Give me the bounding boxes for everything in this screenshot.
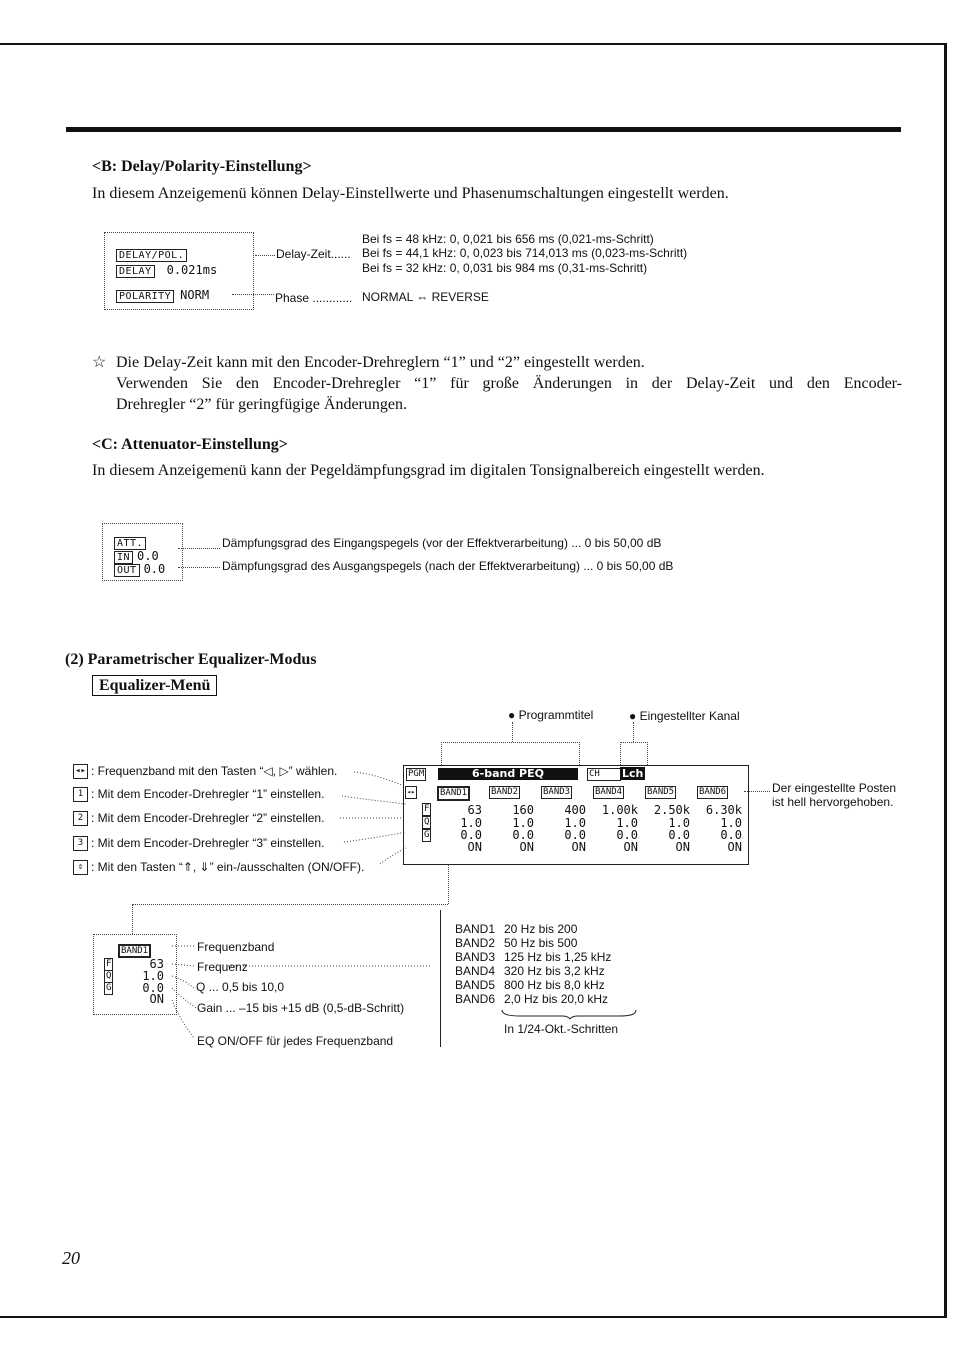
note-line-3: Drehregler “2” für geringfügige Änderungen.	[116, 396, 407, 413]
delay-value: 0.021ms	[166, 263, 218, 277]
program-title-bracket	[441, 742, 580, 765]
row-q-tag: Q	[424, 817, 430, 827]
pgm-tag: PGM	[408, 769, 425, 779]
row-g-tag: G	[424, 830, 430, 840]
detail-f-tag: F	[106, 959, 112, 969]
delay-time-label: Delay-Zeit......	[276, 247, 351, 261]
freq-2: 160	[512, 803, 534, 817]
delay-pol-tag: DELAY/POL.	[116, 249, 187, 262]
on-2: ON	[519, 840, 534, 854]
band-tab-6: BAND6	[699, 787, 727, 797]
up-down-key-icon: ⇕	[73, 860, 88, 875]
freq-6: 6.30k	[705, 803, 742, 817]
row-f-tag: F	[424, 804, 430, 814]
key-3-icon: 3	[73, 836, 88, 851]
detail-label-band: Frequenzband	[197, 940, 275, 954]
detail-g-tag: G	[106, 983, 112, 993]
out-leader	[178, 567, 220, 568]
key-lr-desc: : Frequenzband mit den Tasten “◁, ▷” wählen.	[91, 764, 338, 778]
detail-connector-v2	[132, 904, 133, 934]
range-bracket	[440, 910, 445, 1047]
program-title-label: ● Programmtitel	[508, 708, 594, 722]
out-tag: OUT	[114, 564, 140, 577]
band-tab-2: BAND2	[491, 787, 519, 797]
detail-label-freq: Frequenz	[197, 960, 248, 974]
key-2-icon: 2	[73, 811, 88, 826]
detail-connector-h	[132, 904, 448, 905]
q-2: 1.0	[512, 816, 534, 830]
in-value: 0.0	[137, 549, 159, 563]
polarity-value: NORM	[180, 288, 210, 302]
note-line-2: Verwenden Sie den Encoder-Drehregler “1” für große Änderungen in der Delay-Zeit und den Encoder-	[116, 375, 902, 392]
program-title-leader	[512, 722, 513, 742]
program-title-bar: 6-band PEQ	[438, 768, 578, 780]
section-c-intro: In diesem Anzeigemenü kann der Pegeldämpfungsgrad im digitalen Tonsignalbereich eingestellt werden.	[92, 462, 765, 479]
detail-connector-v1	[448, 864, 449, 904]
delay-tag: DELAY	[116, 265, 155, 278]
equalizer-menu-title: Equalizer-Menü	[92, 675, 217, 696]
range-brace	[500, 1008, 640, 1020]
key-2-row	[73, 811, 324, 826]
in-leader	[178, 548, 220, 549]
polarity-tag: POLARITY	[116, 290, 174, 303]
freq-5: 2.50k	[653, 803, 690, 817]
set-channel-leader	[633, 722, 634, 742]
note-line-1: Die Delay-Zeit kann mit den Encoder-Drehreglern “1” und “2” eingestellt werden.	[116, 354, 645, 371]
section-b-intro: In diesem Anzeigemenü können Delay-Einstellwerte und Phasenumschaltungen eingestellt werden.	[92, 185, 729, 202]
set-channel-label: ● Eingestellter Kanal	[629, 709, 740, 723]
detail-label-q: Q ... 0,5 bis 10,0	[196, 980, 285, 994]
gain-5: 0.0	[668, 828, 690, 842]
q-5: 1.0	[668, 816, 690, 830]
section-rule	[66, 127, 901, 132]
freq-1: 63	[467, 803, 482, 817]
range-row-4: BAND4 320 Hz bis 3,2 kHz	[455, 964, 605, 978]
band-tab-4: BAND4	[595, 787, 623, 797]
key-1-icon: 1	[73, 787, 88, 802]
att-tag: ATT.	[114, 537, 146, 550]
highlight-note-2: ist hell hervorgehoben.	[772, 795, 894, 809]
freq-3: 400	[564, 803, 586, 817]
freq-4: 1.00k	[601, 803, 638, 817]
detail-on-value: ON	[149, 992, 164, 1006]
fs441-range: Bei fs = 44,1 kHz: 0, 0,023 bis 714,013 ms (0,023-ms-Schritt)	[362, 246, 688, 260]
delay-leader	[255, 255, 275, 256]
band-tab-1: BAND1	[437, 786, 470, 801]
delay-lcd-delay-row	[116, 261, 217, 279]
range-row-6: BAND6 2,0 Hz bis 20,0 kHz	[455, 992, 609, 1006]
lr-key-icon-screen: ◂▸	[405, 786, 417, 799]
key-3-desc: : Mit dem Encoder-Drehregler “3” einstellen.	[91, 836, 325, 850]
key-2-desc: : Mit dem Encoder-Drehregler “2” einstellen.	[91, 811, 325, 825]
on-3: ON	[571, 840, 586, 854]
band-tab-3: BAND3	[543, 787, 571, 797]
q-4: 1.0	[616, 816, 638, 830]
detail-band-row	[118, 940, 151, 958]
range-row-3: BAND3 125 Hz bis 1,25 kHz	[455, 950, 612, 964]
fs48-range: Bei fs = 48 kHz: 0, 0,021 bis 656 ms (0,021-ms-Schritt)	[362, 232, 654, 246]
detail-label-eq: EQ ON/OFF für jedes Frequenzband	[197, 1034, 394, 1048]
key-3-row	[73, 836, 324, 851]
gain-4: 0.0	[616, 828, 638, 842]
detail-q-value: 1.0	[142, 969, 164, 983]
key-ud-desc: : Mit den Tasten “⇑, ⇓” ein-/ausschalten (ON/OFF).	[91, 860, 365, 874]
phase-range: NORMAL ⇔ REVERSE	[362, 290, 489, 304]
range-row-2: BAND2 50 Hz bis 500	[455, 936, 578, 950]
detail-band-tag: BAND1	[118, 944, 151, 958]
set-channel-bracket	[620, 742, 648, 765]
key-1-row	[73, 787, 324, 802]
q-3: 1.0	[564, 816, 586, 830]
phase-leader	[232, 294, 274, 295]
fs32-range: Bei fs = 32 kHz: 0, 0,031 bis 984 ms (0,31-ms-Schritt)	[362, 261, 648, 275]
out-value: 0.0	[143, 562, 166, 576]
eq-lcd-screen	[403, 765, 749, 865]
range-row-1: BAND1 20 Hz bis 200	[455, 922, 578, 936]
att-out-row	[114, 560, 165, 578]
on-4: ON	[623, 840, 638, 854]
range-list	[455, 922, 611, 1006]
lch-label: Lch	[622, 767, 644, 780]
detail-q-tag: Q	[106, 971, 112, 981]
right-border-line	[944, 43, 947, 1318]
detail-freq-value: 63	[149, 957, 164, 971]
att-in-desc: Dämpfungsgrad des Eingangspegels (vor der Effektverarbeitung) ... 0 bis 50,00 dB	[222, 536, 662, 550]
key-ud-row	[73, 860, 364, 875]
bottom-border-line	[0, 1316, 947, 1318]
section-2-heading: (2) Parametrischer Equalizer-Modus	[65, 651, 317, 668]
delay-lcd-polarity-row	[116, 286, 209, 304]
ch-tag: CH	[587, 768, 621, 781]
star-icon: ☆	[92, 354, 107, 371]
att-out-desc: Dämpfungsgrad des Ausgangspegels (nach der Effektverarbeitung) ... 0 bis 50,00 dB	[222, 559, 674, 573]
highlight-leader	[744, 791, 770, 792]
left-right-key-icon: ◂▸	[73, 764, 88, 779]
phase-label: Phase ............	[275, 291, 353, 305]
detail-gain-value: 0.0	[142, 981, 164, 995]
detail-label-gain: Gain ... –15 bis +15 dB (0,5-dB-Schritt)	[197, 1001, 405, 1015]
top-border-line	[0, 43, 945, 45]
gain-1: 0.0	[460, 828, 482, 842]
page-number: 20	[62, 1248, 80, 1268]
on-5: ON	[675, 840, 690, 854]
gain-2: 0.0	[512, 828, 534, 842]
band-tab-5: BAND5	[647, 787, 675, 797]
key-1-desc: : Mit dem Encoder-Drehregler “1” einstellen.	[91, 787, 325, 801]
section-c-heading: <C: Attenuator-Einstellung>	[92, 436, 288, 453]
section-b-heading: <B: Delay/Polarity-Einstellung>	[92, 158, 312, 175]
range-steps: In 1/24-Okt.-Schritten	[504, 1022, 619, 1036]
in-tag: IN	[114, 551, 133, 564]
on-1: ON	[467, 840, 482, 854]
gain-6: 0.0	[720, 828, 742, 842]
key-lr-row	[73, 764, 337, 779]
gain-3: 0.0	[564, 828, 586, 842]
highlight-note-1: Der eingestellte Posten	[772, 781, 897, 795]
q-6: 1.0	[720, 816, 742, 830]
q-1: 1.0	[460, 816, 482, 830]
on-6: ON	[727, 840, 742, 854]
range-row-5: BAND5 800 Hz bis 8,0 kHz	[455, 978, 605, 992]
